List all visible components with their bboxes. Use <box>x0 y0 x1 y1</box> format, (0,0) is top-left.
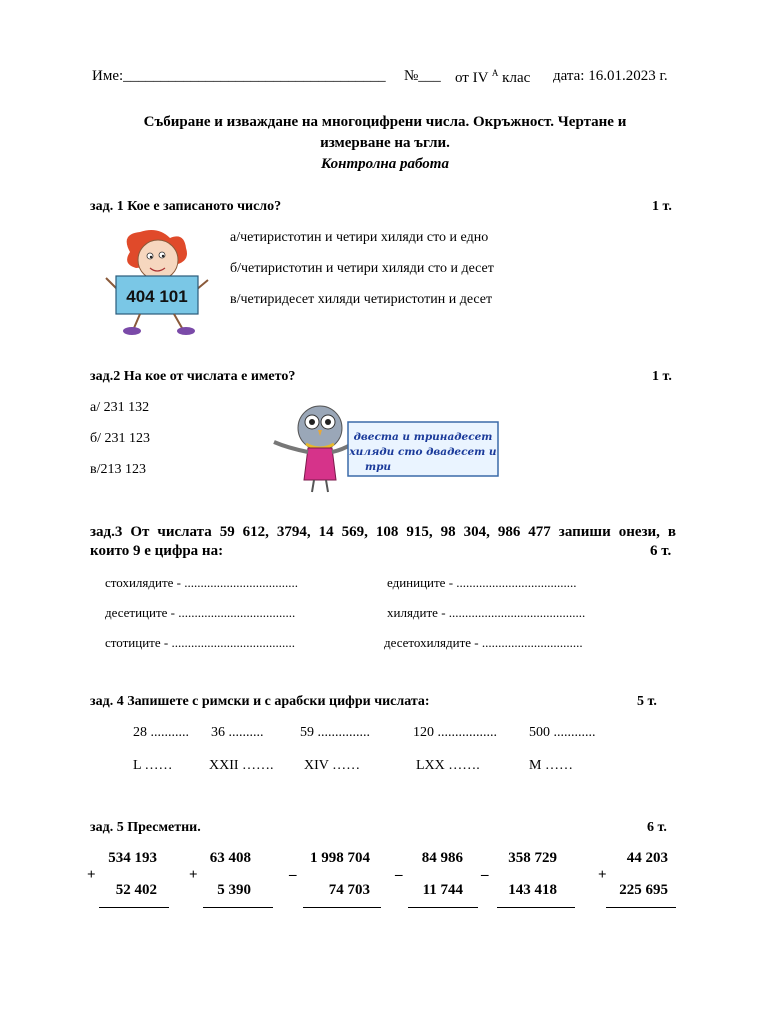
problem-6-operand-a: 44 203 <box>626 850 668 866</box>
task4-points: 5 т. <box>637 694 657 709</box>
task3-units[interactable]: единиците - ..................................... <box>387 575 577 590</box>
task4-roman-M[interactable]: M …… <box>529 758 573 773</box>
problem-1-answer-line[interactable] <box>99 907 169 908</box>
page-title: Събиране и изваждане на многоцифрени числа. Окръжност. Чертане и измерване на ъгли. Контролна работа <box>143 114 627 172</box>
problem-6-operator: + <box>598 867 607 883</box>
task4-roman-L[interactable]: L …… <box>133 758 173 773</box>
problem-1-operand-a: 534 193 <box>108 850 157 866</box>
task4-arabic-500[interactable]: 500 ............ <box>529 725 596 740</box>
problem-2-operand-a: 63 408 <box>209 850 251 866</box>
problem-6-answer-line[interactable] <box>606 907 676 908</box>
date-label: дата: 16.01.2023 г. <box>553 68 668 84</box>
task4-heading: зад. 4 Запишете с римски и с арабски цифри числата: <box>90 694 430 709</box>
task4-arabic-36[interactable]: 36 .......... <box>211 725 264 740</box>
task4-arabic-28[interactable]: 28 ........... <box>133 725 189 740</box>
task1-option-c: в/четиридесет хиляди четиристотин и десет <box>230 292 493 307</box>
task4-roman-LXX[interactable]: LXX ……. <box>416 758 480 773</box>
task1-heading: зад. 1 Кое е записаното число? <box>90 199 282 214</box>
problem-4-answer-line[interactable] <box>408 907 478 908</box>
sign-number: 404 101 <box>126 287 188 306</box>
problem-5-operand-a: 358 729 <box>508 850 557 866</box>
task3-hundred-thousands[interactable]: стохилядите - ................................... <box>105 575 298 590</box>
problem-5-answer-line[interactable] <box>497 907 575 908</box>
problem-4-operand-b: 11 744 <box>422 882 463 898</box>
class-label: от IV $^А$ клас <box>455 68 531 86</box>
task2-heading: зад.2 На кое от числата е името? <box>90 369 296 384</box>
problem-4-operator: – <box>395 867 403 883</box>
task2-points: 1 т. <box>652 369 672 384</box>
task5-heading: зад. 5 Пресметни. <box>90 820 201 835</box>
problem-3-answer-line[interactable] <box>303 907 381 908</box>
task3-heading: зад.3 От числата 59 612, 3794, 14 569, 108 915, 98 304, 986 477 запиши онези, в <box>90 524 676 540</box>
task1-option-a: а/четиристотин и четири хиляди сто и едно <box>230 230 489 245</box>
problem-1-operator: + <box>87 867 96 883</box>
problem-2-operand-b: 5 390 <box>217 882 251 898</box>
task2-option-a: а/ 231 132 <box>90 400 150 415</box>
task4-arabic-120[interactable]: 120 ................. <box>413 725 497 740</box>
task3-points: 6 т. <box>650 543 672 559</box>
name-field[interactable]: Име:___________________________________ <box>92 68 386 84</box>
task3-heading-line2: които 9 е цифра на: <box>90 543 224 559</box>
problem-1-operand-b: 52 402 <box>115 882 157 898</box>
girl-with-number-illustration <box>100 228 215 340</box>
task4-roman-XIV[interactable]: XIV …… <box>304 758 361 773</box>
problem-4-operand-a: 84 986 <box>421 850 463 866</box>
task2-option-c: в/213 123 <box>90 462 146 477</box>
problem-3-operator: – <box>289 867 297 883</box>
sign-text-line-2: хиляди сто двадесет и <box>349 446 497 458</box>
task3-ten-thousands[interactable]: десетохилядите - ............................... <box>384 635 583 650</box>
task4-roman-XXII[interactable]: XXII ……. <box>209 758 274 773</box>
problem-2-operator: + <box>189 867 198 883</box>
problem-6-operand-b: 225 695 <box>619 882 668 898</box>
task3-thousands[interactable]: хилядите - .......................................... <box>387 605 586 620</box>
task3-tens[interactable]: десетиците - .................................... <box>105 605 296 620</box>
sign-text-line-1: двеста и тринадесет <box>353 431 493 443</box>
number-field[interactable]: №___ <box>404 68 441 84</box>
task2-option-b: б/ 231 123 <box>90 431 151 446</box>
problem-5-operator: – <box>481 867 489 883</box>
owl-with-sign-illustration <box>268 388 502 498</box>
problem-2-answer-line[interactable] <box>203 907 273 908</box>
task1-option-b: б/четиристотин и четири хиляди сто и десет <box>230 261 494 276</box>
task3-hundreds[interactable]: стотиците - ...................................... <box>105 635 295 650</box>
task1-points: 1 т. <box>652 199 672 214</box>
task5-points: 6 т. <box>647 820 667 835</box>
problem-3-operand-b: 74 703 <box>328 882 370 898</box>
sign-text-line-3: три <box>364 461 392 473</box>
task4-arabic-59[interactable]: 59 ............... <box>300 725 370 740</box>
problem-3-operand-a: 1 998 704 <box>310 850 370 866</box>
problem-5-operand-b: 143 418 <box>508 882 557 898</box>
